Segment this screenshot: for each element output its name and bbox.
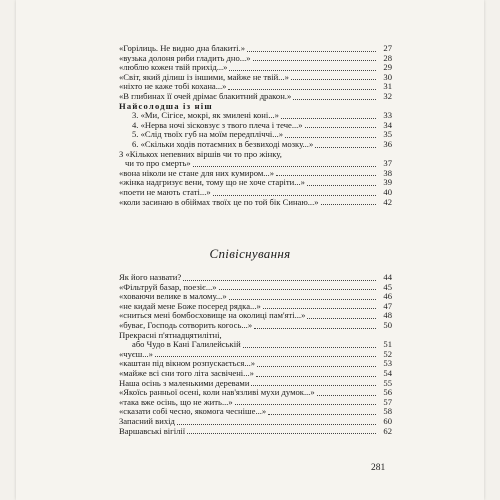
dot-leader xyxy=(177,424,376,425)
toc-entry-page: 40 xyxy=(383,186,392,197)
dot-leader xyxy=(257,366,376,367)
toc-entry-title: «каштан під вікном розпускається...» xyxy=(119,358,256,369)
toc-list-bottom xyxy=(119,273,392,436)
toc-entry-title: Як його назвати? xyxy=(119,272,182,282)
toc-entry-page: 55 xyxy=(383,377,392,388)
toc-entry xyxy=(119,198,392,208)
toc-entry-title: «не кидай мене Боже посеред рядка...» xyxy=(119,300,261,311)
toc-entry-page: 42 xyxy=(383,196,392,207)
page-number: 281 xyxy=(371,463,386,473)
toc-entry xyxy=(119,427,392,437)
toc-entry-page: 27 xyxy=(383,43,392,53)
dot-leader xyxy=(305,127,376,128)
dot-leader xyxy=(243,347,376,348)
toc-entry-page: 29 xyxy=(383,62,392,73)
dot-leader xyxy=(229,299,376,300)
dot-leader xyxy=(228,89,376,90)
toc-entry-page: 54 xyxy=(383,367,392,378)
dot-leader xyxy=(183,280,376,281)
toc-entry-page: 31 xyxy=(383,81,392,92)
toc-entry-page: 33 xyxy=(383,110,392,121)
toc-entry-page: 46 xyxy=(383,291,392,302)
toc-entry-page: 58 xyxy=(383,406,392,417)
dot-leader xyxy=(187,433,376,434)
section-title: Співіснування xyxy=(209,246,291,261)
toc-entry-title: «В глибинах її очей дрімає блакитний дракон.» xyxy=(119,90,292,101)
toc-entry-page: 45 xyxy=(383,281,392,292)
toc-entry-title: «така вже осінь, що не жить...» xyxy=(119,396,233,407)
dot-leader xyxy=(285,137,376,138)
dot-leader xyxy=(251,385,376,386)
dot-leader xyxy=(281,118,376,119)
toc-entry-page: 44 xyxy=(383,272,392,282)
dot-leader xyxy=(315,147,376,148)
toc-entry-page: 28 xyxy=(383,52,392,63)
toc-entry-page: 48 xyxy=(383,310,392,321)
toc-entry-title: «жінка надгризує вени, тому що не хоче старіти...» xyxy=(119,177,305,188)
dot-leader xyxy=(321,204,376,205)
toc-line: Прекрасні п'ятнадцятилітні, xyxy=(119,329,222,340)
toc-entry-page: 53 xyxy=(383,358,392,369)
toc-entry-page: 56 xyxy=(383,387,392,398)
toc-entry-page: 57 xyxy=(383,396,392,407)
toc-entry-title: «чуєш...» xyxy=(119,348,153,359)
toc-entry-title: 3. «Ми, Сігісе, мокрі, як змилені коні...» xyxy=(132,110,279,121)
toc-entry-title: чи то про смерть» xyxy=(125,158,191,169)
toc-entry-title: «буває, Господь сотворить когось...» xyxy=(119,319,253,330)
dot-leader xyxy=(253,60,376,61)
toc-entry-title: або Чудо в Кані Галилейській xyxy=(132,339,241,350)
toc-entry-title: «Горілиць. Не видно дна блакиті.» xyxy=(119,43,245,53)
toc-entry-page: 39 xyxy=(383,177,392,188)
toc-entry-title: «сниться мені бомбосховище на околиці пам'яті...» xyxy=(119,310,306,321)
toc-entry-page: 34 xyxy=(383,119,392,130)
toc-list-top xyxy=(119,44,392,207)
toc-entry-title: «Світ, який ділиш із іншими, майже не твій...» xyxy=(119,71,289,82)
toc-entry-title: «ніхто не каже тобі кохана...» xyxy=(119,81,227,92)
dot-leader xyxy=(219,289,376,290)
dot-leader xyxy=(235,404,376,405)
dot-leader xyxy=(291,79,376,80)
toc-entry-title: «Фільтруй базар, поезіє...» xyxy=(119,281,217,292)
dot-leader xyxy=(293,99,376,100)
dot-leader xyxy=(263,308,376,309)
toc-entry-title: «коли засинаю в обіймах твоїх це по той бік Синаю...» xyxy=(119,196,319,207)
toc-entry-page: 37 xyxy=(383,158,392,169)
dot-leader xyxy=(307,185,376,186)
toc-entry-title: 5. «Слід твоїх губ на моїм передпліччі...» xyxy=(132,129,284,140)
toc-entry-page: 52 xyxy=(383,348,392,359)
toc-entry-title: «люблю кожен твій прихід...» xyxy=(119,62,228,73)
toc-entry-title: Варшавські вігілії xyxy=(119,425,186,436)
toc-entry xyxy=(119,340,392,350)
dot-leader xyxy=(256,376,376,377)
toc-entry-page: 60 xyxy=(383,415,392,426)
dot-leader xyxy=(254,328,376,329)
toc-entry-title: «сказати собі чесно, якомога чесніше...» xyxy=(119,406,267,417)
toc-entry-title: Наша осінь з маленькими деревами xyxy=(119,377,250,388)
toc-entry-title: 4. «Нерва ночі зісковзує з твого плеча і тече...» xyxy=(132,119,303,130)
dot-leader xyxy=(268,414,376,415)
dot-leader xyxy=(276,175,376,176)
toc-entry-title: «ховаючи велике в малому...» xyxy=(119,291,227,302)
toc-entry-page: 32 xyxy=(383,90,392,101)
toc-entry-title: «Якоїсь ранньої осені, коли нав'язливі мухи думок...» xyxy=(119,387,315,398)
dot-leader xyxy=(247,51,376,52)
dot-leader xyxy=(193,166,376,167)
toc-entry-page: 62 xyxy=(383,425,392,436)
dot-leader xyxy=(229,70,376,71)
toc-entry-page: 36 xyxy=(383,138,392,149)
toc-entry-title: Запасний вихід xyxy=(119,415,175,426)
toc-line: З «Кількох непевних віршів чи то про жінку, xyxy=(119,148,282,159)
toc-entry-page: 30 xyxy=(383,71,392,82)
toc-entry-page: 51 xyxy=(383,339,392,350)
toc-entry-title: «майже всі сни того літа засвічені...» xyxy=(119,367,254,378)
toc-entry-page: 35 xyxy=(383,129,392,140)
toc-entry-page: 38 xyxy=(383,167,392,178)
toc-entry-title: «вона ніколи не стане для них кумиром...» xyxy=(119,167,275,178)
toc-entry-page: 47 xyxy=(383,300,392,311)
toc-entry-title: «поети не мають статі...» xyxy=(119,186,211,197)
page-sheet xyxy=(16,0,484,500)
dot-leader xyxy=(213,195,376,196)
dot-leader xyxy=(155,356,376,357)
dot-leader xyxy=(317,395,376,396)
dot-leader xyxy=(307,318,376,319)
toc-subheading: Найсолодша із ніш xyxy=(119,100,213,111)
toc-entry-page: 50 xyxy=(383,319,392,330)
toc-entry-title: «вузька долоня риби гладить дно...» xyxy=(119,52,251,63)
toc-entry-title: 6. «Скільки ходів потаємних в безвиході мозку...» xyxy=(132,138,314,149)
